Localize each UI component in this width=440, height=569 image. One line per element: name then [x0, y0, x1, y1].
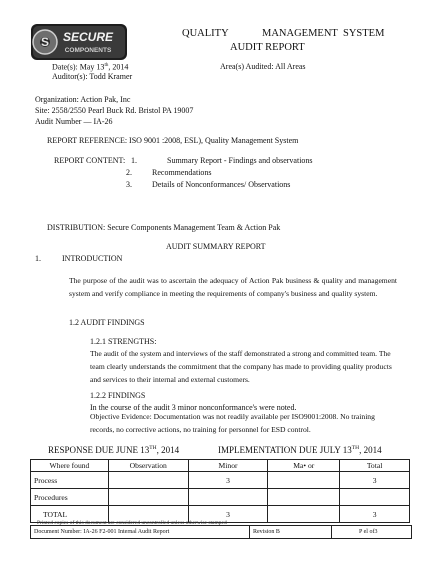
table-cell [340, 489, 410, 506]
report-content-item-2: Recommendations [152, 168, 212, 177]
title-word-quality: QUALITY [182, 28, 229, 39]
report-content-num-3: 3. [126, 180, 132, 189]
table-cell: 3 [188, 472, 268, 489]
audit-date: Date(s): May 13th, 2014 [52, 62, 129, 72]
table-row [31, 489, 410, 506]
introduction-heading: INTRODUCTION [62, 254, 123, 263]
report-content-label: REPORT CONTENT: [54, 156, 126, 165]
page-number: P el of3 [359, 529, 378, 535]
strengths-heading: 1.2.1 STRENGTHS: [90, 337, 157, 346]
table-cell: Process [31, 472, 109, 489]
document-number: Document Number: IA-26 F2-001 Internal Audit Report [34, 529, 170, 535]
table-cell: 3 [340, 472, 410, 489]
table-cell [108, 489, 188, 506]
site-address: Site: 2558/2550 Pearl Buck Rd. Bristol PA 19007 [35, 106, 194, 115]
table-row [31, 472, 410, 489]
auditor: Auditor(s): Todd Kramer [52, 72, 133, 81]
audit-summary-title: AUDIT SUMMARY REPORT [166, 242, 266, 251]
organization: Organization: Action Pak, Inc [35, 95, 131, 104]
footer-divider [249, 526, 250, 538]
document-footer [30, 525, 412, 539]
findings-heading: 1.2.2 FINDINGS [90, 391, 146, 400]
col-header-observation: Observation [108, 460, 188, 472]
table-cell [268, 506, 340, 523]
col-header-major: Ma• or [268, 460, 340, 472]
table-header-row [31, 460, 410, 472]
findings-summary: In the course of the audit 3 minor nonconformance's were noted. [90, 403, 297, 412]
response-due: RESPONSE DUE JUNE 13TH, 2014 [48, 445, 180, 455]
col-header-where-found: Where found [31, 460, 109, 472]
introduction-number: 1. [35, 254, 41, 263]
footer-divider [331, 526, 332, 538]
objective-evidence: Objective Evidence: Documentation was not readily available per ISO9001:2008. No training records, no corrective actions, no training for personnel for ESD control. [90, 412, 375, 434]
revision: Revision B [253, 529, 280, 535]
areas-audited: Area(s) Audited: All Areas [220, 62, 306, 71]
gear-icon [33, 30, 57, 54]
uncontrolled-copy-notice: Printed copies of this document are considered uncontrolled unless otherwise stamped [37, 520, 227, 526]
svg-text:S: S [40, 35, 50, 49]
secure-components-logo [30, 22, 128, 62]
svg-text:SECURE: SECURE [62, 30, 114, 44]
table-cell: Procedures [31, 489, 109, 506]
report-reference: REPORT REFERENCE: ISO 9001 :2008, ESL), Quality Management System [47, 136, 299, 145]
table-cell [268, 472, 340, 489]
report-content-item-3: Details of Nonconformances/ Observations [152, 180, 291, 189]
table-cell: TOTAL [31, 506, 109, 523]
col-header-minor: Minor [188, 460, 268, 472]
distribution: DISTRIBUTION: Secure Components Management Team & Action Pak [47, 223, 281, 232]
title-word-management: MANAGEMENT [262, 28, 338, 39]
audit-number: Audit Number — IA-26 [35, 117, 113, 126]
report-content-num-2: 2. [126, 168, 132, 177]
audit-findings-heading: 1.2 AUDIT FINDINGS [69, 318, 145, 327]
title-word-system: SYSTEM [343, 28, 385, 39]
table-cell [108, 472, 188, 489]
svg-text:COMPONENTS: COMPONENTS [64, 47, 112, 54]
table-cell: 3 [340, 506, 410, 523]
report-content-item-1: Summary Report - Findings and observations [167, 156, 313, 165]
report-content-num-1: 1. [131, 156, 137, 165]
report-subtitle: AUDIT REPORT [230, 42, 305, 53]
strengths-text: The audit of the system and interviews of the staff demonstrated a strong and committed team. The team clearly understands the commitment that the company has made to providing quality products and services to their internal and external customers. [90, 349, 392, 384]
implementation-due: IMPLEMENTATION DUE JULY 13TH, 2014 [218, 445, 382, 455]
nonconformance-summary-table [30, 459, 410, 523]
table-cell [268, 489, 340, 506]
introduction-text: The purpose of the audit was to ascertain the adequacy of Action Pak business & quality and management system and verify compliance in meeting the requirements of company's business and quality system. [69, 276, 397, 298]
table-cell [188, 489, 268, 506]
table-cell: 3 [188, 506, 268, 523]
col-header-total: Total [340, 460, 410, 472]
